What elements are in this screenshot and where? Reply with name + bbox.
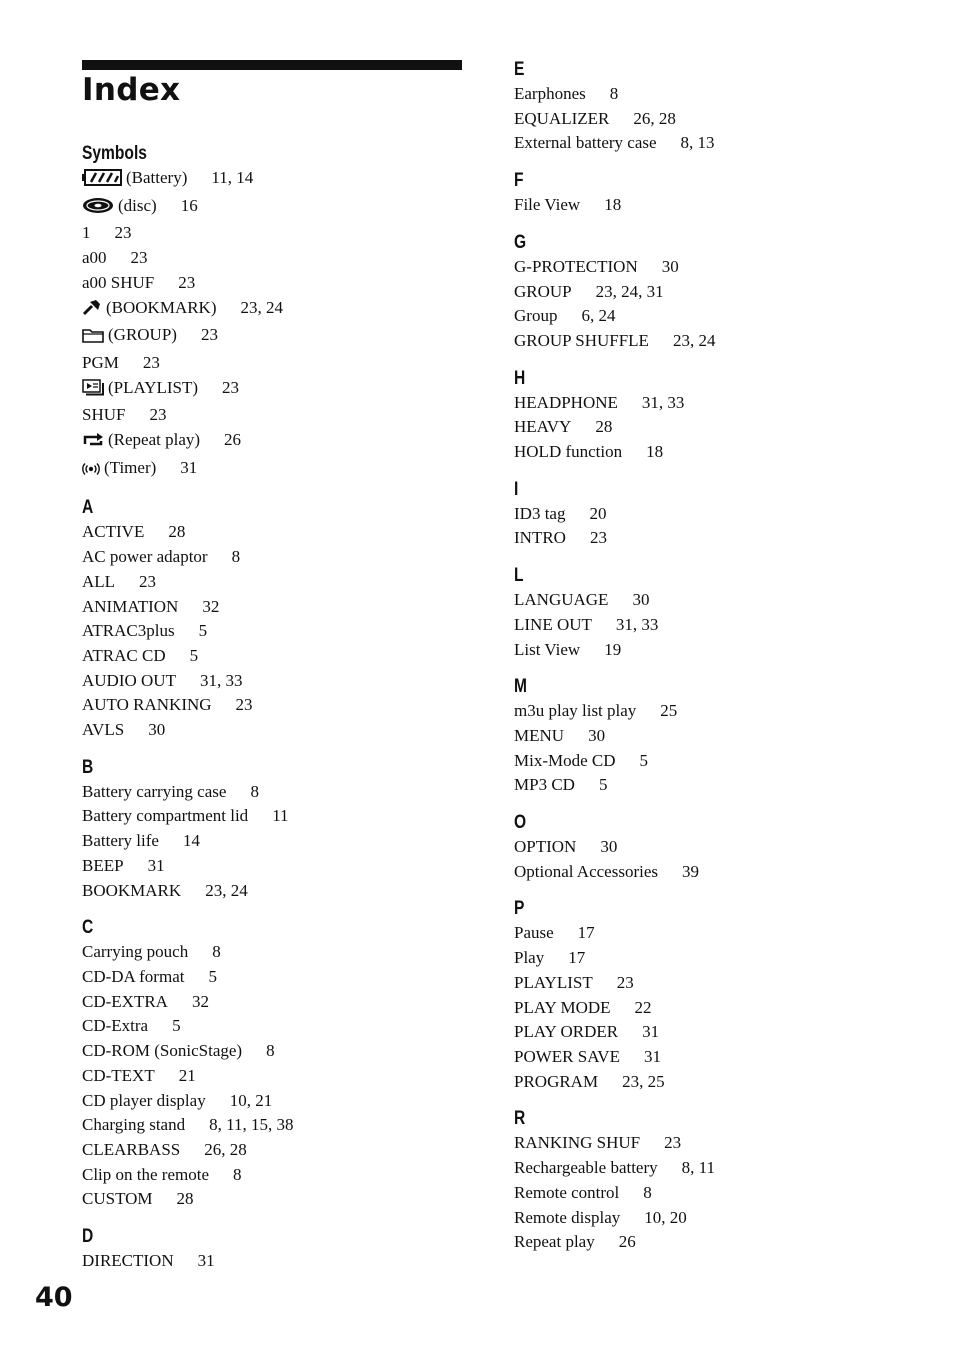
index-entry — [514, 749, 914, 774]
playlist-icon — [82, 379, 104, 404]
index-page-refs: 30 — [148, 720, 166, 740]
index-term: ID3 tag — [514, 503, 566, 523]
index-term: Carrying pouch — [82, 942, 189, 962]
section-heading: M — [514, 676, 527, 698]
index-entry — [514, 996, 914, 1021]
index-page-refs: 23 — [178, 272, 196, 292]
index-entry — [82, 1113, 482, 1138]
index-section-i — [514, 477, 914, 551]
index-term: Battery life — [82, 831, 159, 851]
index-term: (PLAYLIST) — [108, 377, 199, 397]
page-title: Index — [82, 72, 181, 108]
section-heading: F — [514, 170, 524, 192]
index-page-refs: 17 — [577, 923, 595, 943]
index-term: CD-DA format — [82, 966, 185, 986]
index-page-refs: 8, 13 — [680, 133, 715, 153]
index-entry — [82, 780, 482, 805]
section-heading: O — [514, 812, 527, 834]
index-entry — [514, 1020, 914, 1045]
index-entry — [82, 221, 482, 246]
index-term: (disc) — [118, 195, 157, 215]
index-page-refs: 31, 33 — [615, 614, 659, 634]
index-term: PLAYLIST — [514, 972, 593, 992]
index-term: SHUF — [82, 405, 126, 425]
index-term: G-PROTECTION — [514, 256, 638, 276]
index-entry — [82, 271, 482, 296]
index-term: BEEP — [82, 855, 124, 875]
index-page-refs: 11 — [272, 806, 289, 826]
index-term: Optional Accessories — [514, 861, 658, 881]
index-entry — [514, 304, 914, 329]
index-entry — [82, 644, 482, 669]
index-term: (BOOKMARK) — [106, 297, 217, 317]
index-page-refs: 31 — [180, 457, 198, 477]
index-entry — [514, 921, 914, 946]
index-page-refs: 6, 24 — [581, 306, 616, 326]
index-entry — [82, 376, 482, 404]
index-term: OPTION — [514, 837, 577, 857]
index-entry — [82, 1138, 482, 1163]
index-page-refs: 17 — [568, 948, 586, 968]
index-entry — [82, 570, 482, 595]
index-term: Play — [514, 948, 545, 968]
index-term: Clip on the remote — [82, 1164, 210, 1184]
index-term: HEADPHONE — [514, 392, 618, 412]
index-term: m3u play list play — [514, 701, 637, 721]
index-page-refs: 23, 25 — [622, 1071, 665, 1091]
index-page-refs: 30 — [600, 837, 618, 857]
index-page-refs: 22 — [634, 997, 652, 1017]
index-entry — [82, 1249, 482, 1274]
index-page-refs: 28 — [176, 1189, 194, 1209]
index-entry — [514, 1045, 914, 1070]
index-entry — [514, 588, 914, 613]
index-page-refs: 23, 24 — [240, 297, 283, 317]
index-entry — [514, 526, 914, 551]
index-entry — [514, 391, 914, 416]
index-page-refs: 8, 11, 15, 38 — [209, 1115, 294, 1135]
index-page-refs: 23 — [139, 571, 157, 591]
index-page-refs: 32 — [202, 596, 220, 616]
index-term: Charging stand — [82, 1115, 186, 1135]
index-page-refs: 8, 11 — [681, 1158, 716, 1178]
index-entry — [82, 1064, 482, 1089]
index-entry — [82, 1089, 482, 1114]
index-page-refs: 26 — [618, 1232, 636, 1252]
index-page-refs: 26 — [224, 430, 242, 450]
index-term: PROGRAM — [514, 1071, 599, 1091]
index-page-refs: 23, 24 — [672, 330, 716, 350]
index-entry — [514, 82, 914, 107]
index-entry — [82, 246, 482, 271]
index-page-refs: 8 — [266, 1041, 275, 1061]
index-page-refs: 23 — [616, 972, 634, 992]
index-term: CD player display — [82, 1090, 206, 1110]
index-term: Repeat play — [514, 1232, 595, 1252]
index-section-g — [514, 230, 914, 354]
index-term: CD-EXTRA — [82, 991, 168, 1011]
section-heading: D — [82, 1226, 94, 1248]
index-term: a00 — [82, 248, 107, 268]
index-term: LINE OUT — [514, 614, 592, 634]
index-page-refs: 23 — [130, 248, 148, 268]
index-page-refs: 8 — [212, 942, 221, 962]
index-page-refs: 20 — [589, 503, 607, 523]
folder-icon — [82, 326, 104, 351]
index-page-refs: 21 — [178, 1065, 196, 1085]
index-entry — [82, 854, 482, 879]
index-term: Earphones — [514, 84, 586, 103]
index-term: (Repeat play) — [108, 430, 201, 450]
index-entry — [514, 835, 914, 860]
index-term: Mix-Mode CD — [514, 750, 616, 770]
index-entry — [514, 971, 914, 996]
index-page-refs: 30 — [632, 590, 650, 610]
index-entry — [82, 595, 482, 620]
index-entry — [82, 1187, 482, 1212]
index-section-b — [82, 755, 482, 904]
index-entry — [514, 1131, 914, 1156]
index-entry — [514, 131, 914, 156]
section-heading: L — [514, 565, 524, 587]
index-page-refs: 23 — [142, 352, 160, 372]
section-heading: A — [82, 497, 94, 519]
index-term: (Battery) — [126, 168, 188, 187]
index-column-right — [514, 57, 914, 1267]
index-page-refs: 31 — [643, 1046, 661, 1066]
index-entry — [514, 724, 914, 749]
index-entry — [82, 323, 482, 351]
page-number: 40 — [35, 1282, 73, 1313]
index-term: AC power adaptor — [82, 547, 208, 567]
index-term: GROUP — [514, 281, 572, 301]
repeat-icon — [82, 431, 104, 456]
index-page-refs: 23, 24, 31 — [595, 281, 664, 301]
index-entry — [514, 1181, 914, 1206]
section-heading: C — [82, 917, 94, 939]
index-term: ALL — [82, 571, 116, 591]
index-term: AUTO RANKING — [82, 695, 212, 715]
index-page-refs: 28 — [595, 417, 613, 437]
index-entry — [82, 693, 482, 718]
index-entry — [514, 415, 914, 440]
index-term: HOLD function — [514, 442, 623, 462]
index-page-refs: 5 — [208, 966, 217, 986]
index-term: PLAY ORDER — [514, 1022, 619, 1042]
index-page-refs: 23 — [114, 223, 132, 243]
index-entry — [82, 619, 482, 644]
index-term: CLEARBASS — [82, 1139, 181, 1159]
index-term: PLAY MODE — [514, 997, 611, 1017]
index-term: HEAVY — [514, 417, 572, 437]
index-term: Remote display — [514, 1207, 621, 1227]
index-page-refs: 30 — [588, 725, 606, 745]
index-section-r — [514, 1106, 914, 1255]
index-term: GROUP SHUFFLE — [514, 330, 649, 350]
index-entry — [82, 940, 482, 965]
index-term: ACTIVE — [82, 522, 145, 542]
index-term: POWER SAVE — [514, 1046, 620, 1066]
index-entry — [82, 829, 482, 854]
section-heading: H — [514, 367, 526, 389]
index-page-refs: 5 — [198, 621, 208, 641]
index-entry — [514, 440, 914, 465]
section-heading: Symbols — [82, 143, 147, 164]
index-entry — [514, 638, 914, 663]
index-entry — [82, 804, 482, 829]
index-term: AUDIO OUT — [82, 670, 176, 690]
section-heading: G — [514, 231, 527, 253]
index-page-refs: 23 — [200, 325, 218, 345]
index-term: AVLS — [82, 720, 125, 740]
index-entry — [514, 946, 914, 971]
bookmark-icon — [82, 298, 102, 324]
index-term: MENU — [514, 725, 565, 745]
index-entry — [82, 351, 482, 376]
index-page-refs: 23 — [222, 377, 240, 397]
index-section-h — [514, 366, 914, 465]
index-term: PGM — [82, 352, 119, 372]
index-term: ATRAC3plus — [82, 621, 175, 641]
index-entry — [82, 1039, 482, 1064]
index-page-refs: 8 — [231, 547, 241, 567]
index-term: List View — [514, 639, 581, 659]
index-entry — [514, 860, 914, 885]
index-term: a00 SHUF — [82, 272, 155, 292]
index-term: INTRO — [514, 528, 566, 548]
disc-icon — [82, 197, 114, 222]
index-page-refs: 10, 21 — [229, 1090, 273, 1110]
index-entry — [82, 166, 482, 194]
index-term: ATRAC CD — [82, 645, 166, 665]
index-page-refs: 5 — [639, 750, 649, 770]
index-term: Battery compartment lid — [82, 806, 249, 826]
index-section-o — [514, 810, 914, 884]
battery-icon — [82, 169, 122, 194]
index-page-refs: 23, 24 — [205, 880, 248, 900]
index-entry — [82, 296, 482, 324]
section-heading: E — [514, 59, 525, 80]
index-entry — [514, 329, 914, 354]
index-page-refs: 14 — [182, 831, 200, 851]
index-page-refs: 31, 33 — [641, 392, 685, 412]
timer-icon — [82, 459, 100, 484]
index-term: Pause — [514, 923, 554, 943]
index-term: Battery carrying case — [82, 781, 227, 801]
index-page-refs: 30 — [661, 256, 679, 276]
index-page-refs: 31 — [642, 1022, 660, 1042]
index-term: DIRECTION — [82, 1251, 174, 1271]
index-entry — [82, 669, 482, 694]
section-heading: B — [82, 756, 94, 778]
index-entry — [514, 1230, 914, 1255]
index-term: ANIMATION — [82, 596, 179, 616]
index-section-m — [514, 674, 914, 798]
index-term: (GROUP) — [108, 325, 177, 345]
index-term: LANGUAGE — [514, 590, 609, 610]
index-section-a — [82, 495, 482, 742]
index-page-refs: 18 — [604, 195, 622, 215]
index-section-f — [514, 168, 914, 218]
index-entry — [514, 1070, 914, 1095]
index-entry — [514, 613, 914, 638]
index-term: CD-ROM (SonicStage) — [82, 1041, 243, 1061]
index-page-refs: 31 — [147, 855, 165, 875]
index-page-refs: 16 — [180, 195, 198, 215]
index-term: Rechargeable battery — [514, 1158, 658, 1178]
index-page-refs: 8 — [250, 781, 259, 801]
index-entry — [514, 1206, 914, 1231]
index-entry — [514, 1156, 914, 1181]
index-entry — [82, 403, 482, 428]
index-term: EQUALIZER — [514, 108, 610, 128]
index-entry — [82, 990, 482, 1015]
index-term: BOOKMARK — [82, 880, 182, 900]
index-page-refs: 10, 20 — [644, 1207, 687, 1227]
index-section-d — [82, 1224, 482, 1274]
index-term: MP3 CD — [514, 775, 575, 795]
index-entry — [82, 428, 482, 456]
index-page-refs: 23 — [664, 1133, 682, 1153]
index-entry — [82, 718, 482, 743]
index-page-refs: 31, 33 — [199, 670, 243, 690]
index-term: CUSTOM — [82, 1189, 153, 1209]
index-entry — [514, 502, 914, 527]
title-rule — [82, 60, 462, 70]
index-page-refs: 26, 28 — [204, 1139, 247, 1159]
index-entry — [82, 520, 482, 545]
index-entry — [82, 194, 482, 222]
index-term: (Timer) — [104, 457, 157, 477]
index-entry — [514, 193, 914, 218]
index-page-refs: 23 — [235, 695, 253, 715]
index-section-p — [514, 896, 914, 1094]
section-heading: R — [514, 1108, 526, 1130]
index-page-refs: 23 — [589, 528, 607, 548]
index-term: RANKING SHUF — [514, 1133, 641, 1153]
section-heading: I — [514, 478, 519, 500]
index-page-refs: 5 — [189, 645, 199, 665]
index-term: File View — [514, 195, 581, 215]
index-section-c — [82, 915, 482, 1212]
index-entry — [82, 545, 482, 570]
index-term: Remote control — [514, 1182, 620, 1202]
index-page-refs: 19 — [604, 639, 622, 659]
index-page-refs: 5 — [172, 1016, 181, 1036]
index-page-refs: 39 — [682, 861, 699, 881]
index-section-e — [514, 57, 914, 156]
index-page-refs: 8 — [643, 1182, 652, 1202]
index-entry — [82, 456, 482, 484]
index-page-refs: 32 — [191, 991, 209, 1011]
index-term: External battery case — [514, 133, 657, 153]
index-page-refs: 28 — [168, 522, 186, 542]
index-entry — [82, 1163, 482, 1188]
index-page-refs: 11, 14 — [211, 168, 254, 187]
index-page-refs: 18 — [646, 442, 664, 462]
index-page-refs: 5 — [598, 775, 608, 795]
index-term: Group — [514, 306, 558, 326]
index-page-refs: 8 — [233, 1164, 242, 1184]
index-page-refs: 25 — [660, 701, 678, 721]
index-entry — [514, 699, 914, 724]
index-term: CD-Extra — [82, 1016, 149, 1036]
index-page-refs: 23 — [149, 405, 167, 425]
index-section-symbols — [82, 141, 482, 483]
index-entry — [514, 255, 914, 280]
index-entry — [514, 773, 914, 798]
index-term: CD-TEXT — [82, 1065, 155, 1085]
index-entry — [82, 879, 482, 904]
index-page-refs: 8 — [609, 84, 619, 103]
index-entry — [514, 280, 914, 305]
index-page-refs: 31 — [197, 1251, 215, 1271]
index-page-refs: 26, 28 — [633, 108, 676, 128]
index-entry — [514, 107, 914, 132]
section-heading: P — [514, 898, 525, 920]
index-entry — [82, 965, 482, 990]
index-entry — [82, 1014, 482, 1039]
index-column-left — [82, 141, 482, 1286]
index-term: 1 — [82, 223, 91, 243]
index-section-l — [514, 563, 914, 662]
